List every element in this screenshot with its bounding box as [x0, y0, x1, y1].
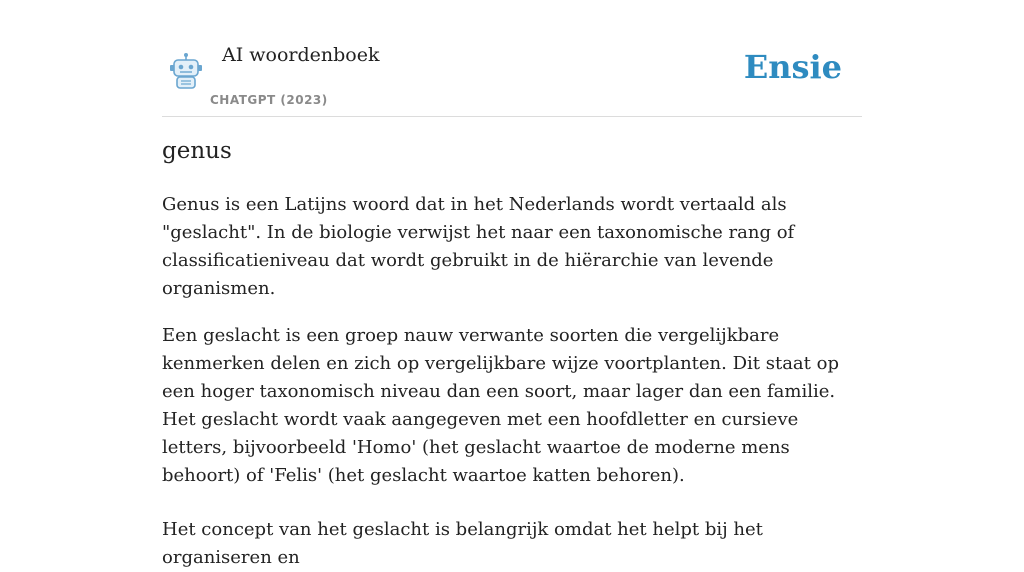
definition-paragraph: Genus is een Latijns woord dat in het Nederlands wordt vertaald als "geslacht". In de biologie verwijst het naar een taxonomische rang of classificatieniveau dat wordt gebruikt in de hiërarchie van levende organismen.	[162, 194, 795, 299]
dictionary-source: CHATGPT (2023)	[210, 93, 328, 107]
dictionary-title[interactable]: AI woordenboek	[222, 44, 380, 66]
definition-paragraph: Een geslacht is een groep nauw verwante soorten die vergelijkbare kenmerken delen en zich op vergelijkbare wijze voortplanten. Dit staat op een hoger taxonomisch niveau dan een soort, maar lager dan een familie. Het geslacht wordt vaak aangegeven met een hoofdletter en cursieve letters, bijvoorbeeld 'Homo' (het geslacht waartoe de moderne mens behoort) of 'Felis' (het geslacht waartoe katten behoren).	[162, 325, 839, 486]
source-header	[162, 0, 862, 117]
entry-term: genus	[162, 138, 232, 164]
robot-icon	[166, 52, 206, 90]
entry-definition	[162, 191, 862, 572]
definition-paragraph: Het concept van het geslacht is belangrijk omdat het helpt bij het organiseren en	[162, 519, 763, 568]
ensie-logo[interactable]: Ensie	[743, 48, 842, 86]
